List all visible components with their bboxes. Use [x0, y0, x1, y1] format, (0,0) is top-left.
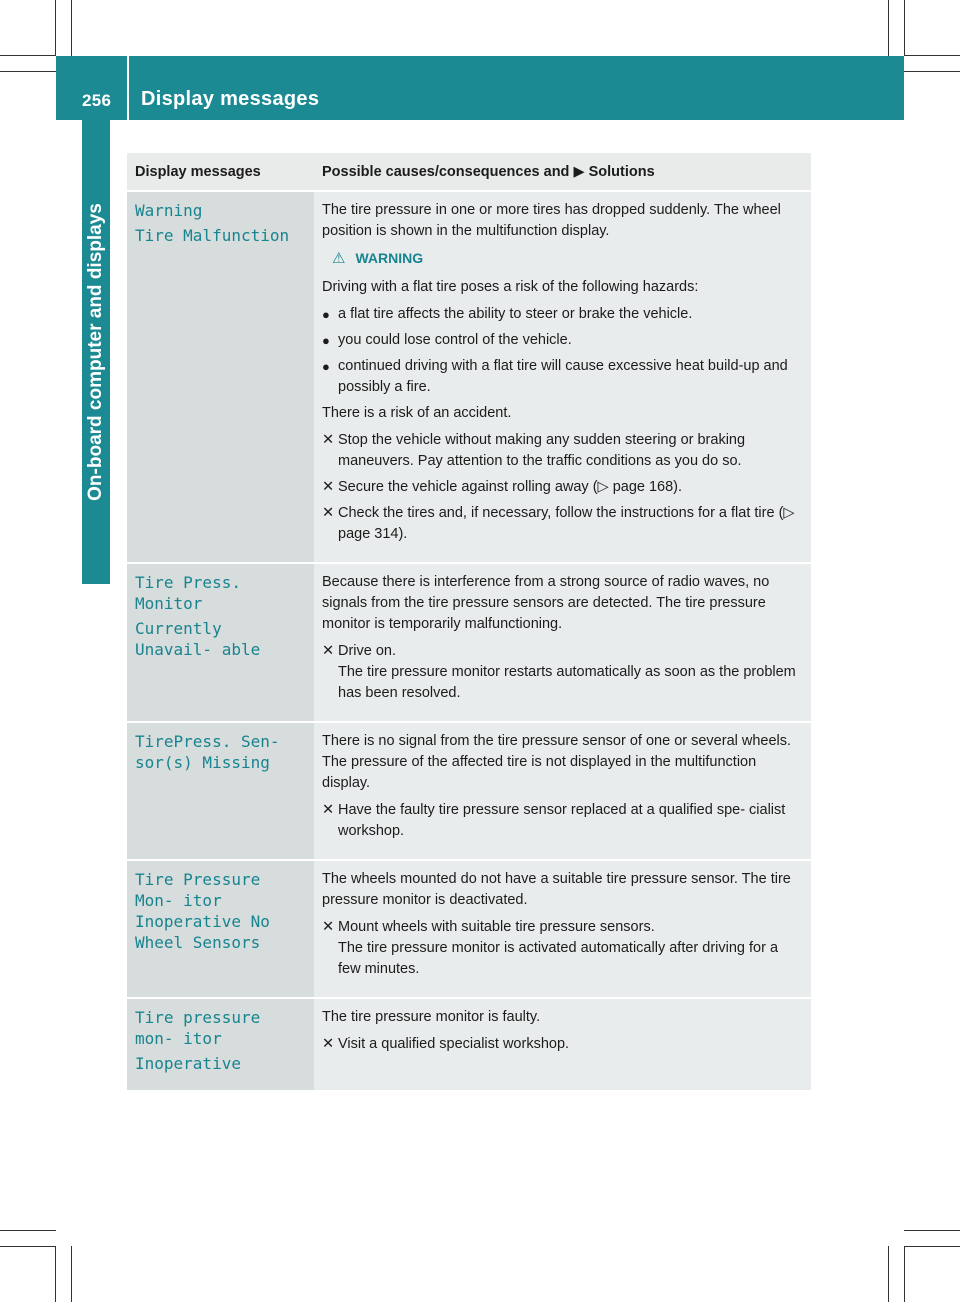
side-tab-label: On-board computer and displays — [85, 203, 106, 501]
action-arrow-icon: ✕ — [322, 1036, 335, 1052]
table-row — [127, 722, 811, 860]
description-text: There is no signal from the tire pressure sensor of one or several wheels. The pressure of the affected tire is not displayed in the multifunction display. — [322, 733, 792, 791]
display-message-text: Tire Malfunction — [135, 226, 290, 245]
action-text: Have the faulty tire pressure sensor replaced at a qualified spe‐ cialist workshop. — [338, 802, 786, 839]
display-messages-table — [127, 153, 811, 1092]
display-message-cell — [127, 998, 314, 1091]
warning-label: WARNING — [355, 250, 424, 266]
column-header: Possible causes/consequences and ▶ Solutions — [314, 153, 811, 191]
warning-heading — [322, 248, 803, 269]
solution-cell — [314, 191, 811, 563]
page-number: 256 — [82, 91, 112, 110]
display-message-text: TirePress. Sen‐ sor(s) Missing — [135, 732, 280, 772]
crop-mark — [904, 1230, 960, 1231]
action-arrow-icon: ✕ — [322, 505, 335, 521]
table-row — [127, 191, 811, 563]
display-message-text: Currently Unavail‐ able — [135, 619, 261, 659]
action-text: Visit a qualified specialist workshop. — [338, 1036, 570, 1052]
display-message-cell — [127, 191, 314, 563]
action-step — [322, 430, 803, 472]
bullet-item — [322, 304, 803, 325]
table-row — [127, 860, 811, 998]
bullet-text: continued driving with a flat tire will cause excessive heat build-up and possibly a fire. — [338, 358, 788, 395]
crop-mark — [0, 55, 56, 56]
action-step — [322, 800, 803, 842]
display-message-text: Inoperative — [135, 1054, 241, 1073]
action-arrow-icon: ✕ — [322, 432, 335, 448]
crop-mark — [55, 1246, 56, 1302]
bullet-icon: ● — [322, 333, 330, 348]
crop-mark — [71, 1246, 72, 1302]
bullet-text: a flat tire affects the ability to steer or brake the vehicle. — [338, 306, 693, 322]
solution-cell — [314, 998, 811, 1091]
table-row — [127, 998, 811, 1091]
action-text: Secure the vehicle against rolling away (▷ page 168). — [338, 479, 683, 495]
crop-mark — [0, 1246, 56, 1247]
display-message-cell — [127, 722, 314, 860]
action-arrow-icon: ✕ — [322, 479, 335, 495]
action-arrow-icon: ✕ — [322, 643, 335, 659]
warning-text: Driving with a flat tire poses a risk of the following hazards: — [322, 279, 699, 295]
description-text: Because there is interference from a strong source of radio waves, no signals from the tire pressure sensors are detected. The tire pressure monitor is temporarily malfunctioning. — [322, 574, 770, 632]
description-text: The tire pressure in one or more tires has dropped suddenly. The wheel position is shown in the multifunction display. — [322, 202, 781, 239]
action-text: Check the tires and, if necessary, follow the instructions for a flat tire (▷ page 314). — [338, 505, 795, 542]
table-row — [127, 563, 811, 722]
crop-mark — [55, 0, 56, 56]
display-message-text: Tire Press. Monitor — [135, 573, 241, 613]
action-step — [322, 641, 803, 704]
header-divider — [127, 56, 129, 120]
action-text: Mount wheels with suitable tire pressure sensors. The tire pressure monitor is activated automatically after driving for a few minutes. — [338, 919, 779, 977]
description-text: There is a risk of an accident. — [322, 405, 512, 421]
display-message-cell — [127, 860, 314, 998]
warning-triangle-icon: ⚠ — [332, 250, 346, 267]
bullet-item — [322, 330, 803, 351]
display-message-text: Warning — [135, 201, 203, 220]
bullet-icon: ● — [322, 359, 330, 374]
action-step — [322, 503, 803, 545]
crop-mark — [904, 55, 960, 56]
display-message-text: Tire Pressure Mon‐ itor Inoperative No Wheel Sensors — [135, 870, 270, 952]
crop-mark — [0, 71, 56, 72]
action-text: Stop the vehicle without making any sudden steering or braking maneuvers. Pay attention to the traffic conditions as you do so. — [338, 432, 746, 469]
bullet-item — [322, 356, 803, 398]
page-title: Display messages — [141, 88, 320, 110]
column-header: Display messages — [127, 153, 314, 191]
action-step — [322, 1034, 803, 1055]
crop-mark — [904, 1246, 905, 1302]
bullet-icon: ● — [322, 307, 330, 322]
crop-mark — [904, 0, 905, 56]
action-step — [322, 917, 803, 980]
bullet-text: you could lose control of the vehicle. — [338, 332, 572, 348]
solution-cell — [314, 722, 811, 860]
crop-mark — [888, 0, 889, 56]
crop-mark — [888, 1246, 889, 1302]
solution-cell — [314, 563, 811, 722]
description-text: The wheels mounted do not have a suitable tire pressure sensor. The tire pressure monitor is deactivated. — [322, 871, 791, 908]
action-arrow-icon: ✕ — [322, 802, 335, 818]
crop-mark — [71, 0, 72, 56]
table-body — [127, 191, 811, 1091]
crop-mark — [0, 1230, 56, 1231]
action-arrow-icon: ✕ — [322, 919, 335, 935]
crop-mark — [904, 1246, 960, 1247]
description-text: The tire pressure monitor is faulty. — [322, 1009, 541, 1025]
solution-cell — [314, 860, 811, 998]
display-message-text: Tire pressure mon‐ itor — [135, 1008, 261, 1048]
display-message-cell — [127, 563, 314, 722]
action-text: Drive on. The tire pressure monitor restarts automatically as soon as the problem has been resolved. — [338, 643, 796, 701]
table-header-row — [127, 153, 811, 191]
action-step — [322, 477, 803, 498]
crop-mark — [904, 71, 960, 72]
